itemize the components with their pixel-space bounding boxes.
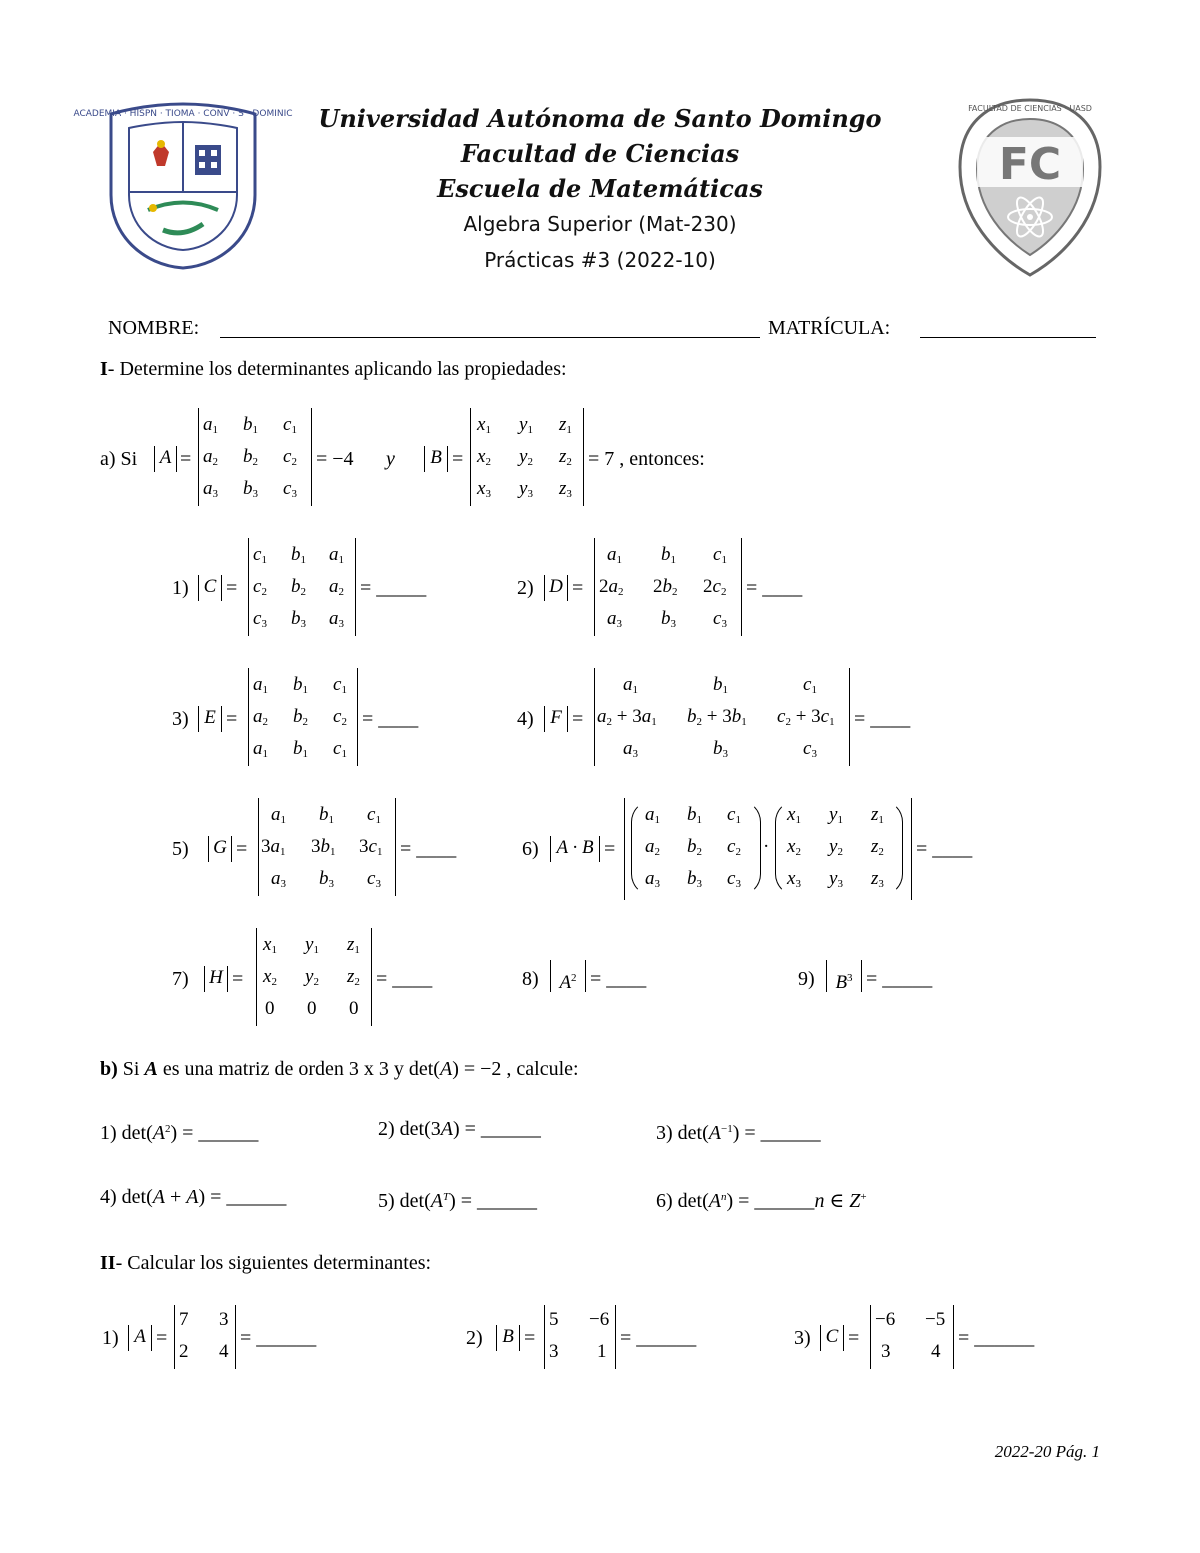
abs-B: B xyxy=(424,446,448,472)
right-logo-letters: FC xyxy=(998,139,1062,190)
nombre-label: NOMBRE: xyxy=(108,317,200,339)
matricula-field[interactable] xyxy=(920,337,1096,338)
b-item-6: 6) $\det(A^n)$ = ______n ∈ Z+ xyxy=(656,1190,867,1212)
matrix-D: $a_1$ $b_1$ $c_1$ $2a_2$ $2b_2$ $2c_2$ $a_3$ $b_3$ $c_3$ xyxy=(594,538,742,636)
matrix-A: $a_1$ $b_1$ $c_1$ $a_2$ $b_2$ $c_2$ $a_3$ $b_3$ $c_3$ xyxy=(198,408,312,506)
a-intro: a) Si xyxy=(100,448,138,470)
matrix-II-C: −6 −5 3 4 xyxy=(870,1305,954,1369)
university-title: Universidad Autónoma de Santo Domingo xyxy=(318,104,882,133)
nombre-field[interactable] xyxy=(220,337,760,338)
abs-A: A xyxy=(154,446,177,472)
b-item-5: 5) $\det(A^T)$ = ______ xyxy=(378,1190,538,1212)
matrix-H: $x_1$ $y_1$ $z_1$ $x_2$ $y_2$ $z_2$ 0 0 0 xyxy=(256,928,372,1026)
page-footer: 2022-20 Pág. 1 xyxy=(994,1442,1100,1461)
matrix-B: $x_1$ $y_1$ $z_1$ $x_2$ $y_2$ $z_2$ $x_3$ $y_3$ $z_3$ xyxy=(470,408,584,506)
faculty-title: Facultad de Ciencias xyxy=(460,139,740,168)
course-title: Algebra Superior (Mat-230) xyxy=(463,212,737,236)
b-item-2: 2) det(3A) = ______ xyxy=(378,1118,541,1140)
right-logo-text: FACULTAD DE CIENCIAS · UASD xyxy=(968,104,1092,113)
matrix-G: $a_1$ $b_1$ $c_1$ $3a_1$ $3b_1$ $3c_1$ $a_3$ $b_3$ $c_3$ xyxy=(258,798,396,896)
matrix-F: $a_1$ $b_1$ $c_1$ $a_2 + 3a_1$ $b_2 + 3b_1$ $c_2 + 3c_1$ $a_3$ $b_3$ $c_3$ xyxy=(594,668,850,766)
section1-heading: I- Determine los determinantes aplicando las propiedades: xyxy=(100,358,567,380)
matrix-C: $c_1$ $b_1$ $a_1$ $c_2$ $b_2$ $a_2$ $c_3$ $b_3$ $a_3$ xyxy=(248,538,356,636)
b-item-3: 3) $\det(A^{-1})$ = ______ xyxy=(656,1122,821,1144)
school-title: Escuela de Matemáticas xyxy=(437,174,763,203)
b-item-1: 1) $\det(A^2)$ = ______ xyxy=(100,1122,259,1144)
left-logo-text: ACADEMIA · HISPN · TIOMA · CONV · S · DOMINIC xyxy=(73,109,293,119)
section-b-heading: b) Si A es una matriz de orden 3 x 3 y det(A) = −2 , calcule: xyxy=(100,1058,579,1080)
matrix-II-A: 7 3 2 4 xyxy=(174,1305,236,1369)
matrix-E: $a_1$ $b_1$ $c_1$ $a_2$ $b_2$ $c_2$ $a_1$ $b_1$ $c_1$ xyxy=(248,668,358,766)
matricula-label: MATRÍCULA: xyxy=(768,317,891,339)
matrix-II-B: 5 −6 3 1 xyxy=(544,1305,616,1369)
b-item-4: 4) det(A + A) = ______ xyxy=(100,1186,287,1208)
matrix-product: $a_1$ $b_1$ $c_1$ $a_2$ $b_2$ $c_2$ $a_3$ $b_3$ $c_3$ · $x_1$ $y_1$ $z_1$ $x_2$ $y_2$ $z_2$ $x_3$ $y_3$ $z_3$ xyxy=(624,798,912,900)
practice-title: Prácticas #3 (2022-10) xyxy=(484,248,716,272)
section2-heading: II- Calcular los siguientes determinantes: xyxy=(100,1252,432,1274)
